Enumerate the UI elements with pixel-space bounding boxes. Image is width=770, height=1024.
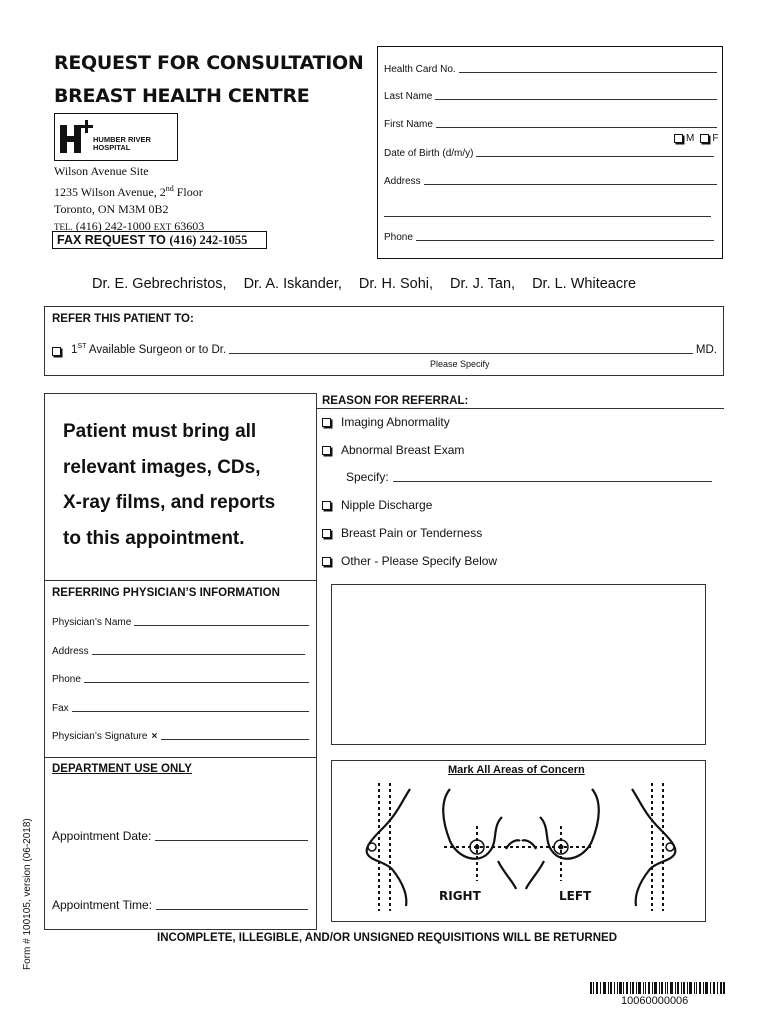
- logo-text-2: HOSPITAL: [93, 143, 131, 152]
- refer-heading: REFER THIS PATIENT TO:: [52, 313, 194, 325]
- other-checkbox[interactable]: [322, 557, 331, 566]
- sex-checkboxes: [674, 133, 718, 144]
- address-line-2[interactable]: [384, 216, 711, 217]
- physician-phone-field[interactable]: Phone: [52, 674, 309, 685]
- doctor-3: Dr. H. Sohi,: [358, 276, 434, 292]
- left-label: LEFT: [559, 889, 592, 903]
- breast-exam-checkbox[interactable]: [322, 446, 331, 455]
- reason-nipple: [322, 498, 432, 512]
- male-checkbox[interactable]: [674, 134, 683, 143]
- last-name-field[interactable]: Last Name: [384, 91, 717, 102]
- reason-pain: [322, 526, 482, 540]
- pain-checkbox[interactable]: [322, 529, 331, 538]
- appointment-time-field[interactable]: Appointment Time:: [52, 898, 308, 912]
- phone-field[interactable]: Phone: [384, 232, 714, 243]
- pain-label: Breast Pain or Tenderness: [341, 526, 483, 540]
- doctor-2: Dr. A. Iskander,: [243, 276, 342, 292]
- barcode: [590, 982, 725, 994]
- nipple-label: Nipple Discharge: [341, 498, 433, 512]
- site-name: Wilson Avenue Site: [54, 164, 149, 178]
- physician-fax-field[interactable]: Fax: [52, 703, 309, 714]
- logo-text-1: HUMBER RIVER: [93, 135, 151, 144]
- reason-breast-exam: [322, 443, 464, 457]
- imaging-label: Imaging Abnormality: [341, 415, 450, 429]
- physician-signature-field[interactable]: Physician’s Signature ×: [52, 731, 309, 742]
- warning-text: INCOMPLETE, ILLEGIBLE, AND/OR UNSIGNED REQUISITIONS WILL BE RETURNED: [157, 932, 618, 944]
- right-label: RIGHT: [439, 889, 481, 903]
- notice-line-1: Patient must bring all: [63, 421, 257, 442]
- physician-address-field[interactable]: Address: [52, 646, 305, 657]
- hospital-address: [54, 163, 204, 236]
- notice-line-2: relevant images, CDs,: [63, 456, 261, 478]
- reason-heading: REASON FOR REFERRAL:: [322, 395, 469, 407]
- hospital-logo: [54, 113, 178, 161]
- doctor-list: [92, 276, 636, 292]
- first-name-field[interactable]: First Name: [384, 119, 717, 130]
- bring-images-notice: [63, 414, 275, 556]
- h-plus-icon: [58, 117, 98, 157]
- appointment-date-field[interactable]: Appointment Date:: [52, 829, 308, 843]
- diagram-heading: Mark All Areas of Concern: [448, 764, 585, 776]
- reason-imaging: [322, 415, 450, 429]
- specify-field[interactable]: Specify:: [346, 470, 712, 484]
- female-checkbox[interactable]: [700, 134, 709, 143]
- diagram-box: [331, 760, 706, 922]
- refer-checkbox[interactable]: [52, 347, 61, 356]
- other-label: Other - Please Specify Below: [341, 554, 498, 568]
- signature-mark: ×: [151, 731, 158, 742]
- other-specify-box[interactable]: [331, 584, 706, 745]
- physician-heading: REFERRING PHYSICIAN’S INFORMATION: [52, 587, 280, 599]
- male-label: M: [686, 133, 695, 144]
- department-top-rule: [44, 757, 317, 758]
- doctor-4: Dr. J. Tan,: [450, 276, 516, 292]
- please-specify-label: Please Specify: [430, 359, 490, 369]
- refer-section: [44, 306, 724, 376]
- refer-surgeon-option: [52, 343, 717, 356]
- telephone: TEL. (416) 242-1000 EXT 63603: [54, 219, 205, 233]
- patient-info-box: [377, 46, 723, 259]
- breast-exam-label: Abnormal Breast Exam: [341, 443, 465, 457]
- street-address: 1235 Wilson Avenue, 2nd Floor: [54, 184, 203, 199]
- address-field[interactable]: Address: [384, 176, 717, 187]
- form-subtitle: BREAST HEALTH CENTRE: [54, 85, 310, 107]
- doctor-1: Dr. E. Gebrechristos,: [92, 276, 227, 292]
- city-address: Toronto, ON M3M 0B2: [54, 202, 169, 216]
- fax-request-box: FAX REQUEST TO (416) 242-1055: [52, 231, 267, 249]
- dob-field[interactable]: Date of Birth (d/m/y): [384, 148, 714, 159]
- refer-option-label: 1ST Available Surgeon or to Dr.: [71, 343, 227, 356]
- form-title: REQUEST FOR CONSULTATION: [54, 52, 364, 74]
- nipple-checkbox[interactable]: [322, 501, 331, 510]
- female-label: F: [712, 133, 719, 144]
- health-card-field[interactable]: Health Card No.: [384, 64, 717, 75]
- imaging-checkbox[interactable]: [322, 418, 331, 427]
- physician-name-field[interactable]: Physician’s Name: [52, 617, 309, 628]
- physician-top-rule: [44, 580, 317, 581]
- notice-line-4: to this appointment.: [63, 527, 245, 549]
- doctor-5: Dr. L. Whiteacre: [532, 276, 637, 292]
- barcode-number: 10060000006: [621, 995, 689, 1007]
- notice-line-3: X-ray films, and reports: [63, 492, 276, 513]
- department-heading: DEPARTMENT USE ONLY: [52, 763, 192, 775]
- md-label: MD.: [695, 343, 717, 356]
- form-number: Form # 100105, version (06-2018): [22, 818, 33, 970]
- breast-diagram[interactable]: [332, 761, 707, 923]
- reason-other: [322, 554, 497, 568]
- reason-top-rule: [317, 408, 724, 409]
- refer-doctor-input[interactable]: [229, 353, 693, 354]
